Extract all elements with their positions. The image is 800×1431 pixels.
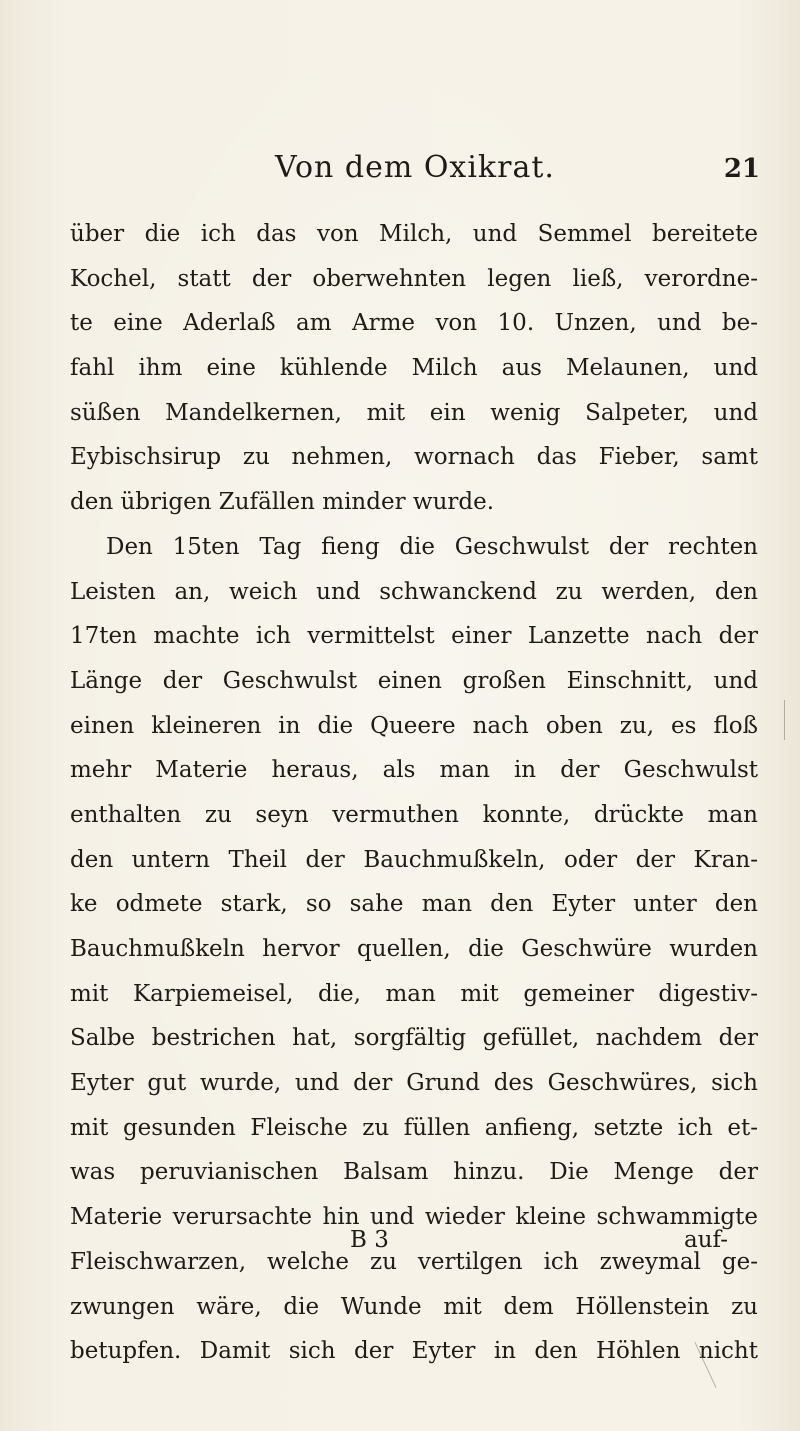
text-line: Salbe bestrichen hat, sorgfältig gefüllet, nachdem der xyxy=(70,1025,758,1052)
text-line: te eine Aderlaß am Arme von 10. Unzen, und be- xyxy=(70,310,758,337)
body-text xyxy=(70,212,758,1374)
text-line: mit gesunden Fleische zu füllen anfieng, setzte ich et- xyxy=(70,1114,758,1141)
page-header xyxy=(70,150,760,200)
pencil-mark-decoration xyxy=(784,700,785,740)
signature-mark: B 3 xyxy=(350,1227,389,1253)
text-line: mehr Materie heraus, als man in der Geschwulst xyxy=(70,757,758,784)
page-number: 21 xyxy=(723,154,760,184)
text-line: ke odmete stark, so sahe man den Eyter unter den xyxy=(70,891,758,918)
page-footer xyxy=(70,1218,758,1262)
text-line: mit Karpiemeisel, die, man mit gemeiner digestiv- xyxy=(70,980,758,1007)
text-line: Eybischsirup zu nehmen, wornach das Fieber, samt xyxy=(70,444,758,471)
text-line: süßen Mandelkernen, mit ein wenig Salpeter, und xyxy=(70,399,758,426)
text-line: Materie verursachte hin und wieder kleine schwammigte xyxy=(70,1204,758,1231)
text-line: Fleischwarzen, welche zu vertilgen ich zweymal ge- xyxy=(70,1248,758,1275)
text-line: über die ich das von Milch, und Semmel bereitete xyxy=(70,221,758,247)
text-line: den übrigen Zufällen minder wurde. xyxy=(70,489,495,516)
text-line: betupfen. Damit sich der Eyter in den Höhlen nicht xyxy=(70,1338,758,1365)
text-line: enthalten zu seyn vermuthen konnte, drückte man xyxy=(70,801,758,828)
text-line: Kochel, statt der oberwehnten legen ließ, verordne- xyxy=(70,265,758,292)
text-line: den untern Theil der Bauchmußkeln, oder der Kran- xyxy=(70,846,758,873)
text-line: Eyter gut wurde, und der Grund des Geschwüres, sich xyxy=(70,1070,758,1097)
text-line: Länge der Geschwulst einen großen Einschnitt, und xyxy=(70,667,758,694)
text-line: Den 15ten Tag fieng die Geschwulst der rechten xyxy=(106,533,758,560)
text-line: Bauchmußkeln hervor quellen, die Geschwüre wurden xyxy=(70,936,758,962)
running-title: Von dem Oxikrat. xyxy=(275,150,555,185)
text-line: fahl ihm eine kühlende Milch aus Melaunen, und xyxy=(70,355,758,382)
catchword: auf- xyxy=(684,1227,728,1253)
text-line: 17ten machte ich vermittelst einer Lanzette nach der xyxy=(70,623,758,650)
text-line: einen kleineren in die Queere nach oben zu, es floß xyxy=(70,712,758,739)
text-line: was peruvianischen Balsam hinzu. Die Menge der xyxy=(70,1159,758,1186)
text-line: Leisten an, weich und schwanckend zu werden, den xyxy=(70,578,758,605)
text-line: zwungen wäre, die Wunde mit dem Höllenstein zu xyxy=(70,1293,758,1320)
